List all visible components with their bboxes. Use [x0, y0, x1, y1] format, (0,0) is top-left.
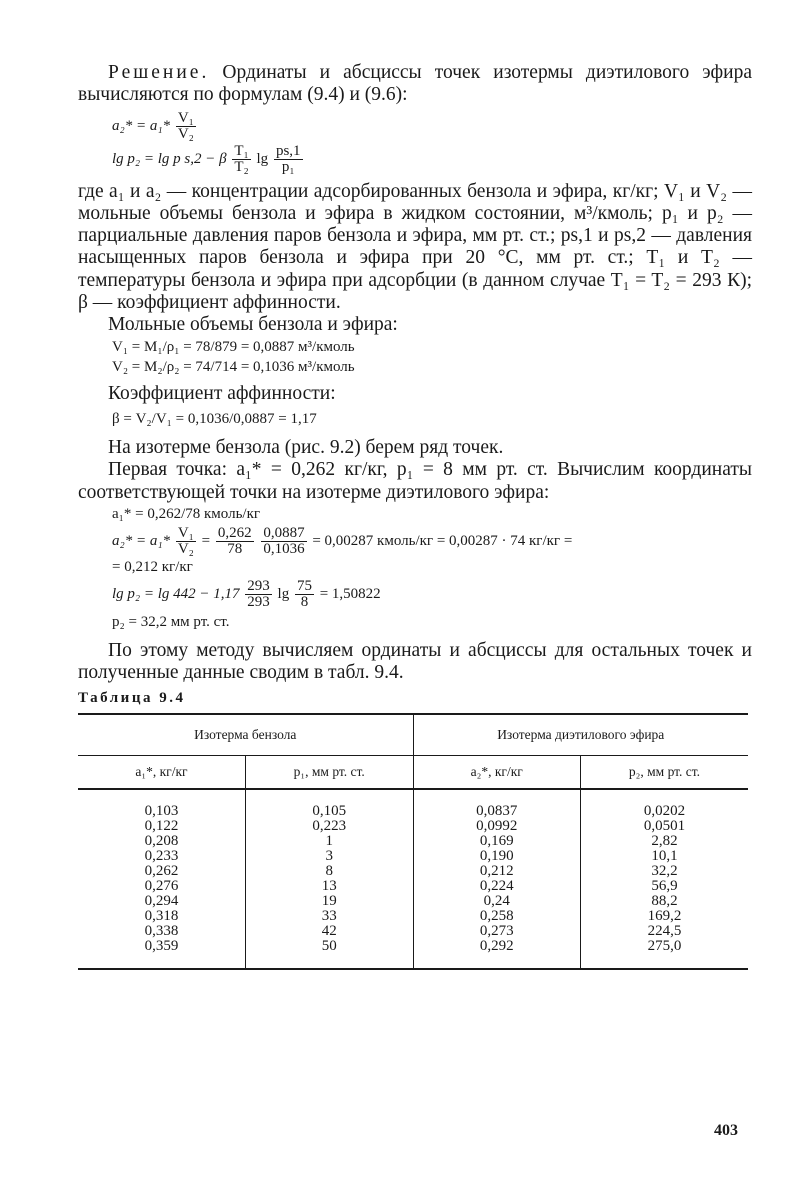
fraction-den: 78	[227, 540, 243, 557]
table-cell: 8	[325, 863, 333, 880]
formula-adsorption	[112, 111, 752, 142]
calc-a2-result: = 0,212 кг/кг	[112, 558, 193, 575]
table-cell: 32,2	[651, 863, 678, 880]
fraction-num: V₁	[177, 524, 194, 541]
table-group-benzene: Изотерма бензола	[194, 727, 297, 743]
table-cell: 275,0	[647, 938, 682, 955]
page-number: 403	[714, 1122, 738, 1139]
table-cell: 0,122	[144, 818, 179, 835]
calc-a1: a₁* = 0,262/78 кмоль/кг	[112, 505, 261, 522]
table-cell: 0,223	[312, 818, 347, 835]
table-header: a₁*, кг/кг	[135, 764, 188, 780]
table-cell: 169,2	[647, 908, 682, 925]
fraction-num: 293	[247, 577, 270, 594]
table-cell: 0,103	[144, 803, 179, 820]
fraction-num: ps,1	[275, 142, 301, 159]
table-title: Таблица 9.4	[78, 690, 186, 707]
table-cell: 0,105	[312, 803, 347, 820]
table-header: p₂, мм рт. ст.	[581, 756, 749, 790]
affinity-title: Коэффициент аффинности:	[108, 382, 336, 404]
table-cell: 0,318	[144, 908, 179, 925]
intro-paragraph	[78, 62, 752, 107]
table-cell: 0,0837	[476, 803, 518, 820]
table-cell: 19	[321, 893, 337, 910]
table-cell: 2,82	[651, 833, 678, 850]
calc2-left: a₂* = a₁*	[112, 532, 171, 549]
table-cell: 0,273	[479, 923, 514, 940]
table-column-p1	[246, 789, 414, 968]
table-cell: 0,208	[144, 833, 179, 850]
table-column-a2	[413, 789, 581, 968]
table-cell: 13	[321, 878, 337, 895]
table-cell: 0,233	[144, 848, 179, 865]
fraction	[245, 579, 272, 610]
fraction	[274, 144, 303, 175]
method-paragraph: По этому методу вычисляем ординаты и абсциссы для остальных точек и полученные данные сводим в табл. 9.4.	[78, 639, 752, 684]
table-group-ether: Изотерма диэтилового эфира	[413, 715, 748, 756]
calc4-left: lg p₂ = lg 442 − 1,17	[112, 585, 240, 602]
calc4-lg: lg	[277, 585, 290, 602]
calc2-eq: =	[201, 532, 211, 549]
formula1-left: a₂* = a₁*	[112, 117, 171, 134]
table-cell: 0,292	[479, 938, 514, 955]
table-cell: 224,5	[647, 923, 682, 940]
page-body	[78, 62, 752, 970]
fraction-den: T₂	[234, 158, 249, 175]
fraction-den: 293	[247, 593, 270, 610]
table-header: p₁, мм рт. ст.	[246, 756, 414, 790]
fraction-den: V₂	[177, 125, 194, 142]
table-cell: 50	[321, 938, 337, 955]
table-column-a1	[78, 789, 246, 968]
points-paragraph: На изотерме бензола (рис. 9.2) берем ряд точек.	[108, 436, 504, 458]
table-row	[78, 789, 748, 968]
fraction-num: 75	[296, 577, 312, 594]
fraction-den: V₂	[177, 540, 194, 557]
calc-p2: p₂ = 32,2 мм рт. ст.	[112, 613, 230, 630]
table-cell: 0,24	[483, 893, 510, 910]
fraction	[232, 144, 250, 175]
molar-volume-2: V₂ = M₂/ρ₂ = 74/714 = 0,1036 м³/кмоль	[112, 358, 355, 375]
table-cell: 0,0992	[476, 818, 518, 835]
table-cell: 0,212	[479, 863, 514, 880]
intro-text: Ординаты и абсциссы точек изотермы диэтилового эфира вычисляются по формулам (9.4) и (9.6):	[78, 62, 752, 106]
table-cell: 0,262	[144, 863, 179, 880]
table-cell: 0,0202	[643, 803, 686, 820]
fraction	[176, 111, 196, 142]
solution-lead: Решение.	[108, 62, 210, 83]
table-cell: 0,276	[144, 878, 179, 895]
fraction	[176, 526, 196, 557]
fraction-num: V₁	[177, 109, 194, 126]
table-cell: 0,359	[144, 938, 179, 955]
calc4-right: = 1,50822	[319, 585, 381, 602]
molar-title: Мольные объемы бензола и эфира:	[108, 314, 398, 336]
calc-lg-p2	[112, 579, 752, 610]
table-cell: 3	[325, 848, 333, 865]
table-header: a₂*, кг/кг	[413, 756, 581, 790]
table-cell: 0,190	[479, 848, 514, 865]
fraction-den: 0,1036	[263, 540, 305, 557]
table-cell: 0,338	[144, 923, 179, 940]
fraction	[216, 526, 254, 557]
fraction-num: 0,262	[217, 524, 252, 541]
affinity-formula: β = V₂/V₁ = 0,1036/0,0887 = 1,17	[112, 410, 317, 427]
molar-volume-1: V₁ = M₁/ρ₁ = 78/879 = 0,0887 м³/кмоль	[112, 338, 355, 355]
table-cell: 33	[321, 908, 337, 925]
fraction-num: 0,0887	[263, 524, 305, 541]
fraction-num: T₁	[234, 142, 249, 159]
formula2-lg: lg	[256, 150, 269, 167]
table-cell: 0,224	[479, 878, 514, 895]
table-cell: 0,258	[479, 908, 514, 925]
table-cell: 0,169	[479, 833, 514, 850]
fraction	[261, 526, 306, 557]
table-cell: 88,2	[651, 893, 678, 910]
where-paragraph: где a₁ и a₂ — концентрации адсорбированных бензола и эфира, кг/кг; V₁ и V₂ — мольные объемы бензола и эфира в жидком состоянии, м³/кмоль; p₁ и p₂ — парциальные давления паров бензола и эфира, мм рт. ст.; ps,1 и ps,2 — давления насыщенных паров бензола и эфира при 20 °С, мм рт. ст.; T₁ и T₂ — температуры бензола и эфира при адсорбции (в данном случае T₁ = T₂ = 293 К); β — коэффициент аффинности.	[78, 180, 752, 314]
table-cell: 1	[325, 833, 333, 850]
table-column-p2	[581, 789, 749, 968]
table-cell: 42	[321, 923, 337, 940]
fraction	[295, 579, 314, 610]
fraction-den: p₁	[281, 158, 295, 175]
calc-a2	[112, 526, 752, 557]
formula-pressure	[112, 144, 752, 175]
table-cell: 0,0501	[643, 818, 686, 835]
table-cell: 10,1	[651, 848, 678, 865]
table-cell: 56,9	[651, 878, 678, 895]
first-point-paragraph: Первая точка: a₁* = 0,262 кг/кг, p₁ = 8 мм рт. ст. Вычислим координаты соответствующей точки на изотерме диэтилового эфира:	[78, 459, 752, 503]
table-cell: 0,294	[144, 893, 179, 910]
data-table	[78, 713, 748, 970]
formula2-left: lg p₂ = lg p s,2 − β	[112, 150, 227, 167]
fraction-den: 8	[300, 593, 309, 610]
calc2-right: = 0,00287 кмоль/кг = 0,00287 · 74 кг/кг =	[312, 532, 573, 549]
